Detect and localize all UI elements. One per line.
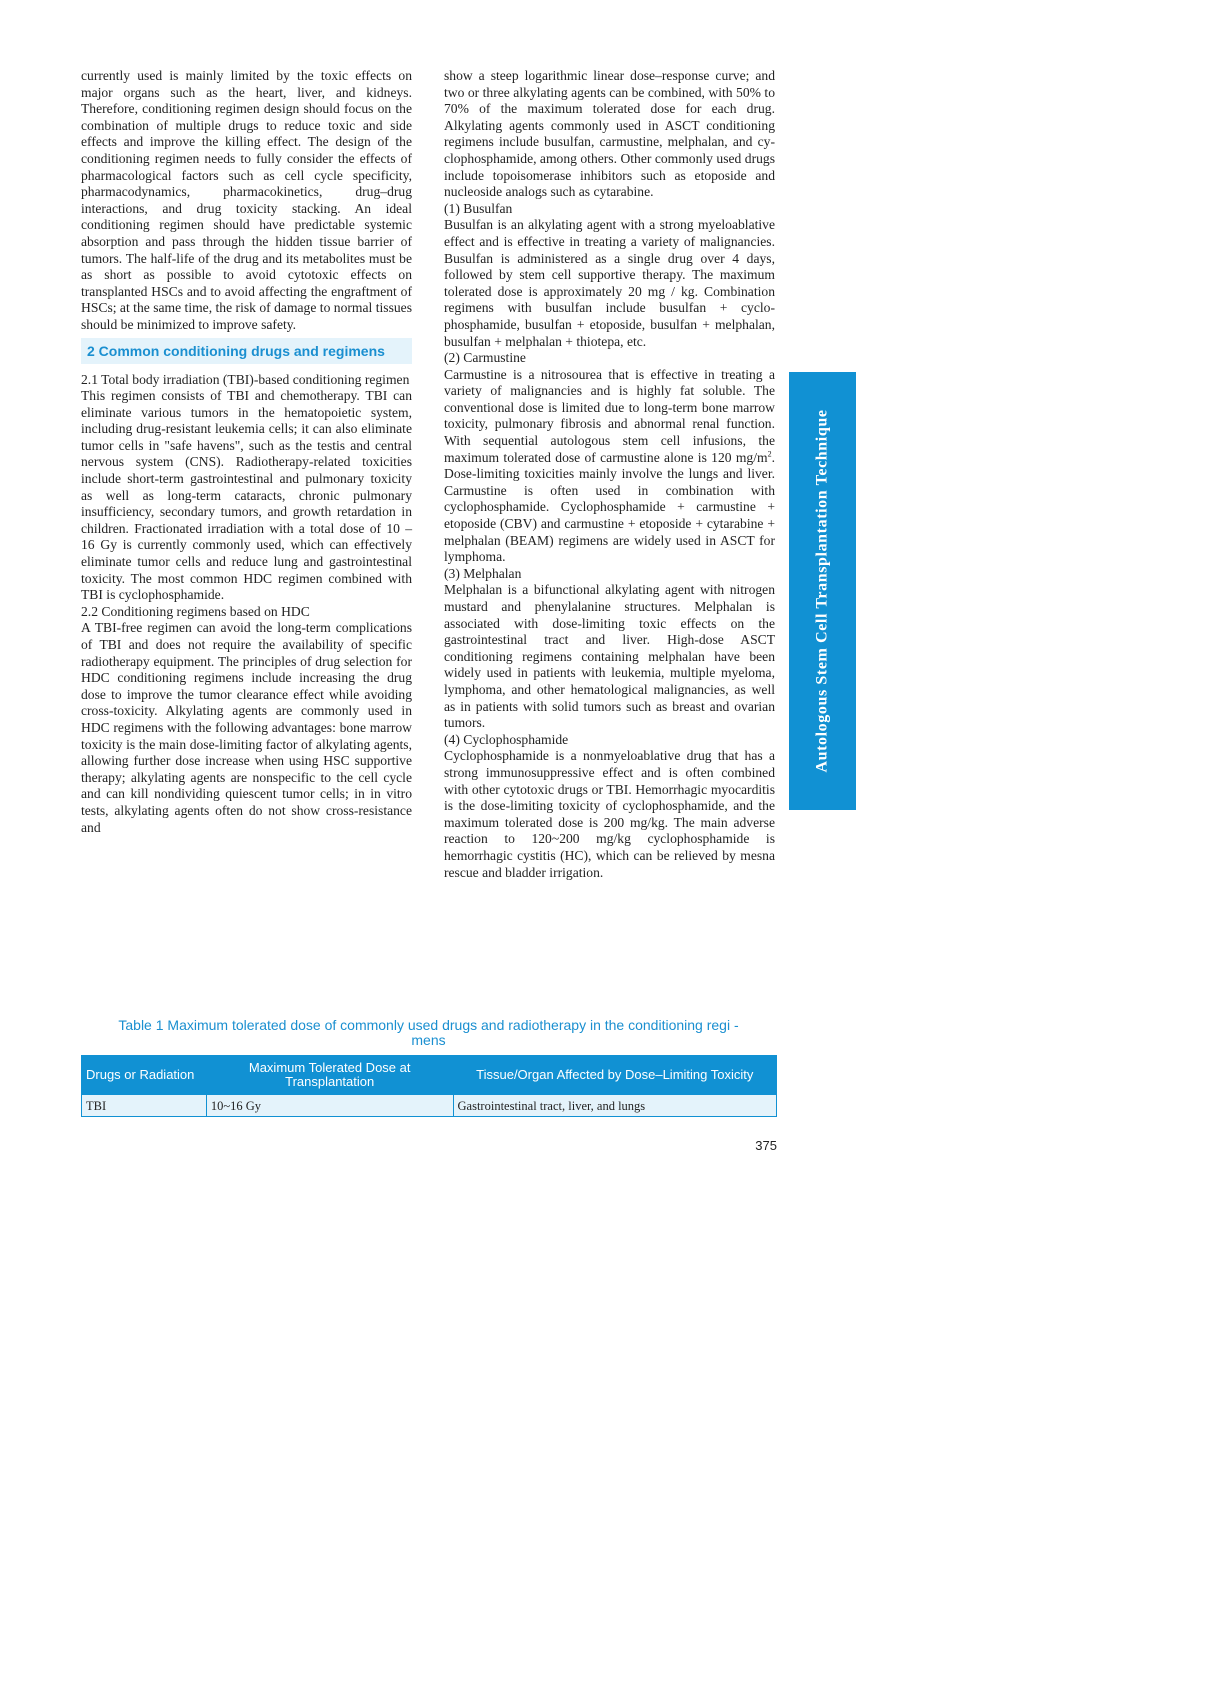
section-heading: 2 Common conditioning drugs and regimens bbox=[81, 338, 412, 364]
melphalan-paragraph: Melphalan is a bifunctional alkylating agent with nitrogen mustard and phenylalanine structures. Melphalan is associated with dose-limiting toxic effects on the gastrointestinal tract and liver. High-dose ASCT conditioning regimens containing melphalan have been widely used in patients with leukemia, multiple myeloma, lymphoma, and other hematological malignancies, as well as in patients with solid tumors such as breast and ovarian tumors. bbox=[444, 582, 775, 731]
hdc-paragraph: A TBI-free regimen can avoid the long-term complications of TBI and does not require the availability of specific radiotherapy equipment. The principles of drug selection for HDC conditioning regimens include increasing the drug dose to improve the tumor clearance effect while avoiding cross-toxicity. Alkylating agents are commonly used in HDC regimens with the following advantages: bone marrow toxicity is the main dose-limiting factor of alkylating agents, allowing further dose increase when using HSC supportive therapy; alkylating agents are nonspecific to the cell cycle and can kill nondividing quiescent tumor cells; in in vitro tests, alkylating agents often do not show cross-resistance and bbox=[81, 620, 412, 835]
right-column bbox=[444, 68, 775, 881]
carmustine-superscript: 2 bbox=[767, 449, 772, 459]
alkylating-paragraph: show a steep logarithmic linear dose–response curve; and two or three alkylating agents can be combined, with 50% to 70% of the maximum tolerated dose for each drug. Alkylating agents commonly used in ASCT conditioning regimens include busulfan, carmustine, melphalan, and cyclophosphamide, among others. Other commonly used drugs include topoisomerase inhibitors such as etoposide and nucleoside analogs such as cytarabine. bbox=[444, 68, 775, 200]
busulfan-heading: (1) Busulfan bbox=[444, 200, 513, 216]
busulfan-paragraph: Busulfan is an alkylating agent with a strong myeloablative effect and is effective in treating a variety of malignancies. Busulfan is administered as a single drug over 4 days, followed by stem cell supportive therapy. The maximum tolerated dose is approximately 20 mg / kg. Combination regimens with busulfan include busulfan + cyclophosphamide, busulfan + etoposide, busulfan + melphalan, busulfan + melphalan + thiotepa, etc. bbox=[444, 217, 775, 349]
cyclophosphamide-paragraph: Cyclophosphamide is a nonmyeloablative drug that has a strong immunosuppressive effect and is often combined with other cytotoxic drugs or TBI. Hemorrhagic myocarditis is the dose-limiting toxicity of cyclophosphamide, and the maximum tolerated dose is 200 mg/kg. The main adverse reaction to 120~200 mg/kg cyclophosphamide is hemorrhagic cystitis (HC), which can be relieved by mesna rescue and bladder irrigation. bbox=[444, 748, 775, 880]
subsection-heading-tbi: 2.1 Total body irradiation (TBI)-based conditioning regimen bbox=[81, 371, 410, 387]
table-header-row bbox=[82, 1056, 777, 1095]
carmustine-text-a: Carmustine is a nitrosourea that is effective in treating a variety of malignancies and is highly fat soluble. The conventional dose is limited due to long-term bone marrow toxicity, pulmonary fibrosis and abnormal renal function. With sequential autologous stem cell infusions, the maximum tolerated dose of carmustine alone is 120 mg/m bbox=[444, 366, 775, 465]
table-caption-line-1: Table 1 Maximum tolerated dose of commonly used drugs and radiotherapy in the conditioning regi - bbox=[118, 1017, 739, 1033]
table-header-cell: Maximum Tolerated Dose at Transplantation bbox=[206, 1056, 453, 1095]
cyclophosphamide-heading: (4) Cyclophosphamide bbox=[444, 731, 569, 747]
carmustine-text-b: . Dose-limiting toxicities mainly involve the lungs and liver. Carmustine is often used in combination with cyclophosphamide. Cyclophosphamide + carmustine + etoposide (CBV) and carmustine + etoposide + cytarabine + melphalan (BEAM) regimens are widely used in ASCT for lymphoma. bbox=[444, 449, 775, 565]
carmustine-heading: (2) Carmustine bbox=[444, 350, 526, 366]
table-cell: 10~16 Gy bbox=[206, 1095, 453, 1117]
table-cell: Gastrointestinal tract, liver, and lungs bbox=[453, 1095, 776, 1117]
table-caption-line-2: mens bbox=[411, 1032, 446, 1048]
left-column bbox=[81, 68, 412, 836]
table-row bbox=[82, 1095, 777, 1117]
melphalan-heading: (3) Melphalan bbox=[444, 565, 522, 581]
dose-table bbox=[81, 1055, 777, 1117]
table-header-cell: Drugs or Radiation bbox=[82, 1056, 207, 1095]
subsection-heading-hdc: 2.2 Conditioning regimens based on HDC bbox=[81, 603, 310, 619]
side-tab bbox=[789, 372, 856, 810]
table-header-cell: Tissue/Organ Affected by Dose–Limiting Toxicity bbox=[453, 1056, 776, 1095]
tbi-paragraph: This regimen consists of TBI and chemotherapy. TBI can eliminate various tumors in the hematopoietic system, including drug-resistant leukemia cells; it can also eliminate tumor cells in "safe havens", such as the testis and central nervous system (CNS). Radiotherapy-related toxicities include short-term gastrointestinal and pulmonary toxicity as well as long-term cataracts, chronic pulmonary insufficiency, secondary tumors, and growth retardation in children. Fractionated irradiation with a total dose of 10 – 16 Gy is currently commonly used, which can effectively eliminate tumor cells and reduce lung and gastrointestinal toxicity. The most common HDC regimen combined with TBI is cyclophosphamide. bbox=[81, 388, 412, 603]
carmustine-paragraph bbox=[444, 367, 775, 566]
table-cell: TBI bbox=[82, 1095, 207, 1117]
side-tab-label: Autologous Stem Cell Transplantation Technique bbox=[813, 409, 831, 773]
table-caption bbox=[81, 1018, 776, 1048]
page-number: 375 bbox=[755, 1138, 777, 1153]
intro-paragraph: currently used is mainly limited by the toxic effects on major organs such as the heart, liver, and kidneys. Therefore, conditioning regimen design should focus on the combination of multiple drugs to reduce toxic and side effects and improve the killing effect. The design of the conditioning regimen needs to fully consider the effects of pharmacological factors such as cell cycle specificity, pharmacodynamics, pharmacokinetics, drug–drug interactions, and drug toxicity stacking. An ideal conditioning regimen should have predictable systemic absorption and pass through the hidden tissue barrier of tumors. The half-life of the drug and its metabolites must be as short as possible to avoid cytotoxic effects on transplanted HSCs and to avoid affecting the engraftment of HSCs; at the same time, the risk of damage to normal tissues should be minimized to improve safety. bbox=[81, 68, 412, 332]
